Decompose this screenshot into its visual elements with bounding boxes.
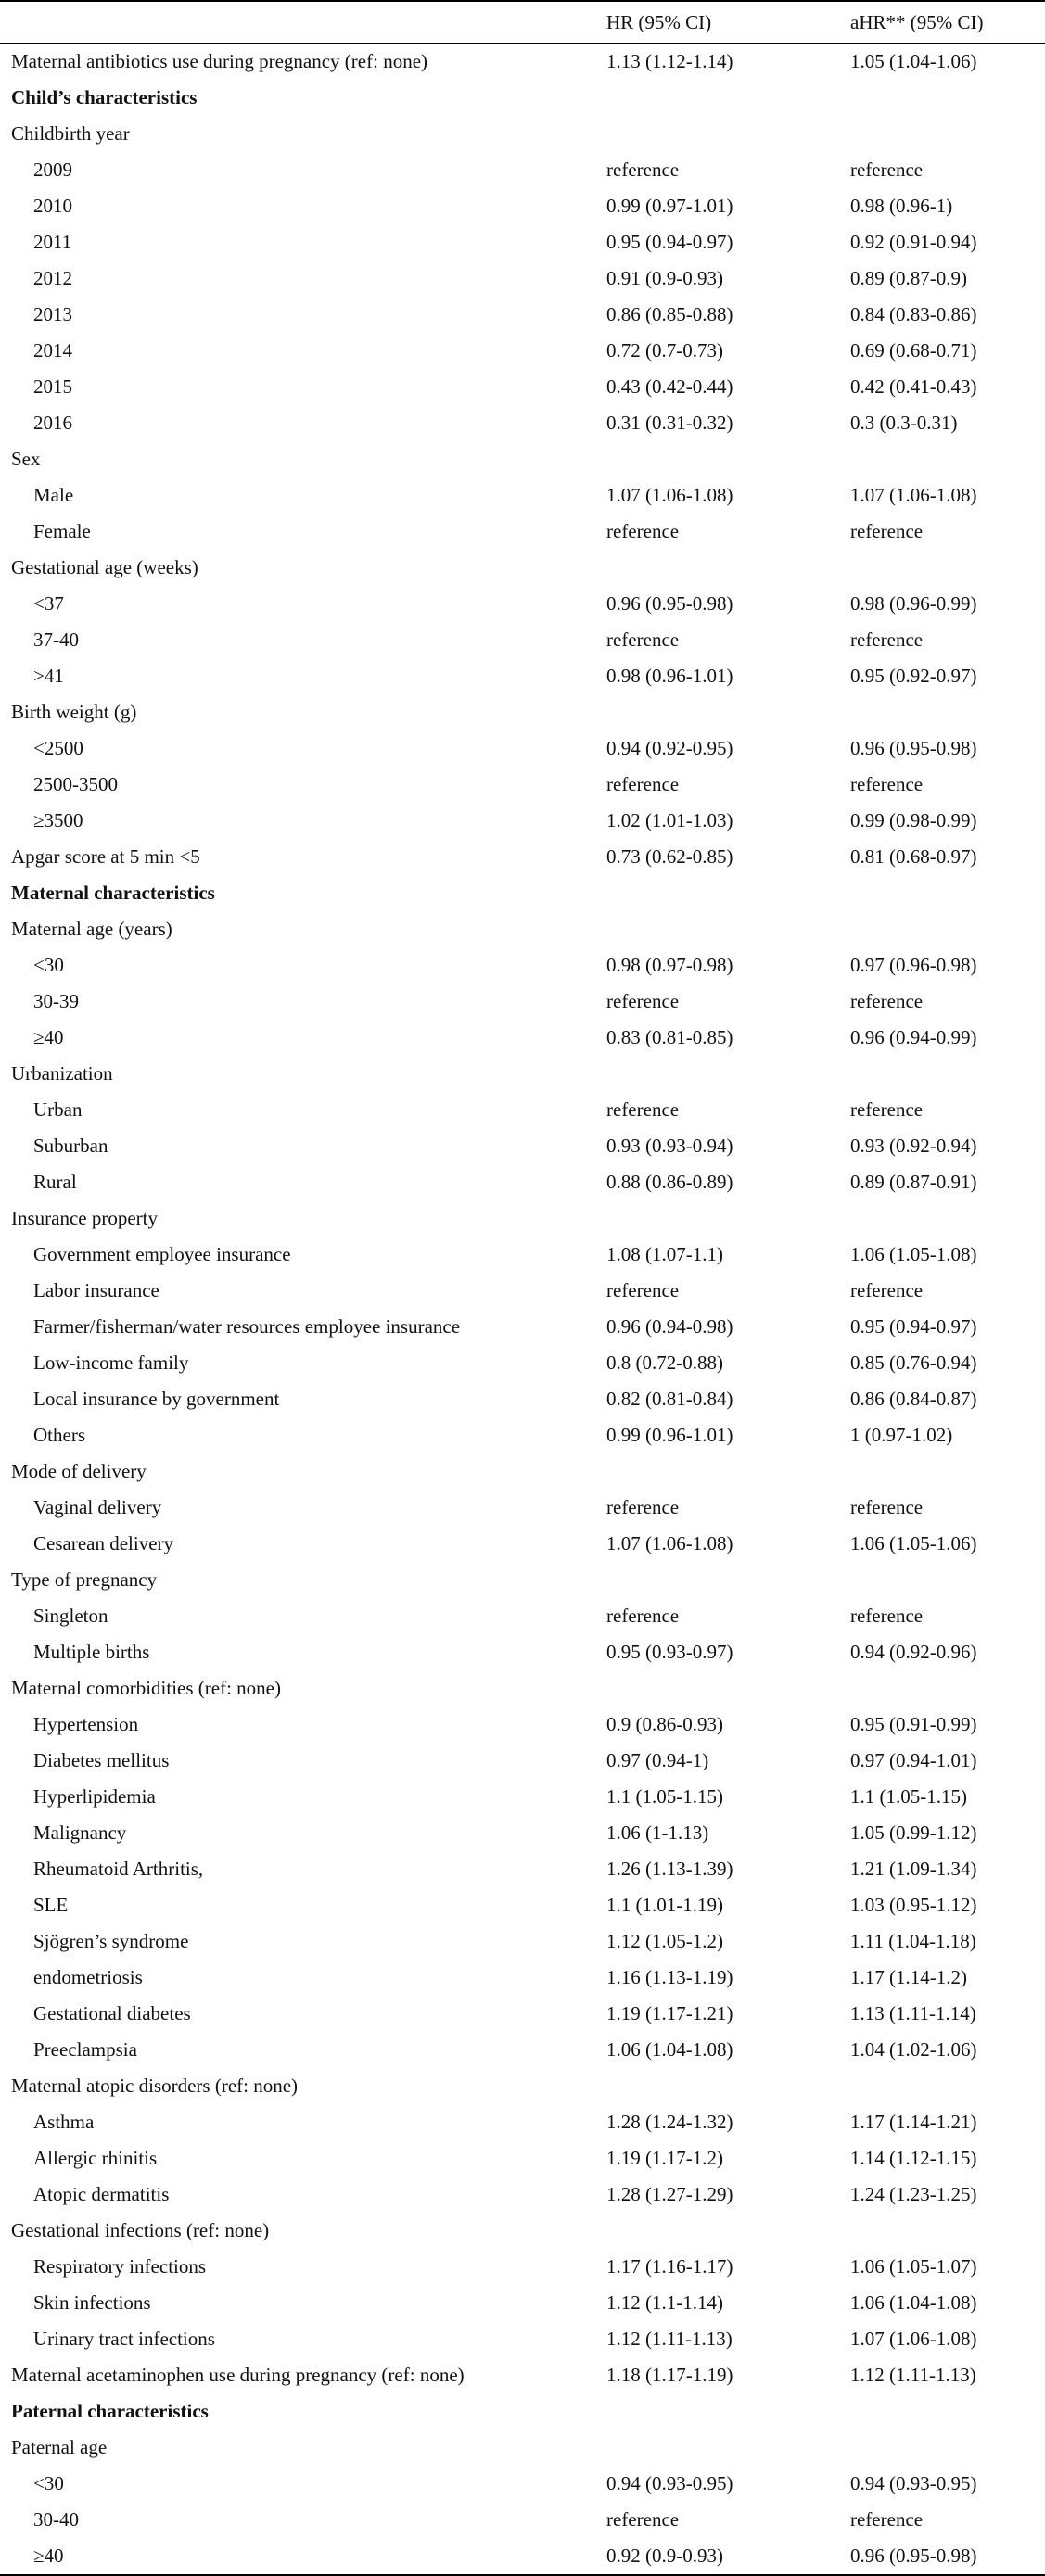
table-row <box>0 1453 1045 1490</box>
table-row <box>0 622 1045 658</box>
hr-value: 1.18 (1.17-1.19) <box>606 2364 733 2386</box>
ahr-value: 0.95 (0.94-0.97) <box>850 1315 977 1338</box>
table-row <box>0 2321 1045 2357</box>
table-row <box>0 1273 1045 1309</box>
row-label: Low-income family <box>33 1351 189 1374</box>
row-label: Birth weight (g) <box>11 701 137 723</box>
ahr-value: 1.11 (1.04-1.18) <box>850 1930 976 1952</box>
ahr-value: 0.94 (0.92-0.96) <box>850 1641 977 1663</box>
ahr-value: 1.17 (1.14-1.2) <box>850 1966 967 1988</box>
row-label: Mode of delivery <box>11 1460 147 1482</box>
row-label: Type of pregnancy <box>11 1568 158 1591</box>
ahr-value: reference <box>850 2508 924 2531</box>
row-label: Local insurance by government <box>33 1388 280 1410</box>
ahr-value: 1.06 (1.05-1.08) <box>850 1243 977 1265</box>
table-row <box>0 369 1045 405</box>
table-row <box>0 1237 1045 1273</box>
table-row <box>0 550 1045 586</box>
table-row <box>0 224 1045 260</box>
hr-value: 0.94 (0.92-0.95) <box>606 737 733 759</box>
row-label: 2013 <box>33 303 72 325</box>
row-label: <2500 <box>33 737 83 759</box>
ahr-value <box>845 550 1045 586</box>
row-label: Hypertension <box>33 1713 139 1735</box>
table-row <box>0 152 1045 188</box>
table-row <box>0 983 1045 1020</box>
table-row <box>0 405 1045 441</box>
ahr-value: reference <box>850 520 924 542</box>
hr-value <box>601 1056 845 1092</box>
row-label: Sjögren’s syndrome <box>33 1930 189 1952</box>
ahr-value: reference <box>850 1496 924 1518</box>
hr-value: reference <box>606 628 680 651</box>
hr-value: 0.8 (0.72-0.88) <box>606 1351 723 1374</box>
table-row <box>0 2285 1045 2321</box>
row-label: Insurance property <box>11 1207 159 1229</box>
hr-value: 1.28 (1.24-1.32) <box>606 2111 733 2133</box>
table-row <box>0 80 1045 116</box>
row-label: Farmer/fisherman/water resources employee insurance <box>33 1315 461 1338</box>
row-label: Apgar score at 5 min <5 <box>11 845 200 868</box>
row-label: Government employee insurance <box>33 1243 291 1265</box>
ahr-value: reference <box>850 773 924 795</box>
ahr-value: 0.96 (0.94-0.99) <box>850 1026 977 1048</box>
row-label: SLE <box>33 1894 69 1916</box>
ahr-value: 1 (0.97-1.02) <box>850 1424 953 1446</box>
hr-value: 0.98 (0.97-0.98) <box>606 954 733 976</box>
table-row <box>0 1670 1045 1707</box>
table-row <box>0 1815 1045 1851</box>
row-label: Multiple births <box>33 1641 150 1663</box>
hr-value: 0.93 (0.93-0.94) <box>606 1135 733 1157</box>
table-row <box>0 297 1045 333</box>
ahr-value: 1.06 (1.04-1.08) <box>850 2291 977 2314</box>
table-row <box>0 911 1045 947</box>
row-label: Labor insurance <box>33 1279 159 1301</box>
hr-value: 0.95 (0.93-0.97) <box>606 1641 733 1663</box>
ahr-value: 1.14 (1.12-1.15) <box>850 2147 977 2169</box>
section-heading: Child’s characteristics <box>11 86 198 108</box>
row-label: 2011 <box>33 231 72 253</box>
hr-value: 0.98 (0.96-1.01) <box>606 665 733 687</box>
row-label: 2015 <box>33 375 72 398</box>
hr-value: 1.06 (1.04-1.08) <box>606 2038 733 2061</box>
row-label: 2014 <box>33 339 72 362</box>
row-label: Others <box>33 1424 85 1446</box>
ahr-value <box>845 80 1045 116</box>
hr-value: 0.99 (0.97-1.01) <box>606 195 733 217</box>
ahr-value: 1.1 (1.05-1.15) <box>850 1785 967 1808</box>
table-row <box>0 1707 1045 1743</box>
ahr-value <box>845 2430 1045 2466</box>
ahr-value: 0.42 (0.41-0.43) <box>850 375 977 398</box>
hr-value: reference <box>606 2508 680 2531</box>
row-label: Gestational age (weeks) <box>11 556 198 578</box>
hr-value: 0.96 (0.94-0.98) <box>606 1315 733 1338</box>
row-label: ≥3500 <box>33 809 83 831</box>
ahr-value: 0.89 (0.87-0.9) <box>850 267 967 289</box>
header-hr: HR (95% CI) <box>601 1 845 44</box>
row-label: Maternal acetaminophen use during pregnancy (ref: none) <box>11 2364 465 2386</box>
ahr-value: 1.24 (1.23-1.25) <box>850 2183 977 2205</box>
ahr-value: 1.13 (1.11-1.14) <box>850 2002 976 2024</box>
ahr-value: 0.97 (0.96-0.98) <box>850 954 977 976</box>
hr-value: 0.86 (0.85-0.88) <box>606 303 733 325</box>
hr-value <box>601 2068 845 2104</box>
hr-value <box>601 875 845 911</box>
hr-value: 0.99 (0.96-1.01) <box>606 1424 733 1446</box>
ahr-value: 1.06 (1.05-1.06) <box>850 1532 977 1554</box>
row-label: 37-40 <box>33 628 79 651</box>
table-row <box>0 2466 1045 2502</box>
hr-value <box>601 550 845 586</box>
table-row <box>0 44 1045 81</box>
row-label: Respiratory infections <box>33 2255 207 2278</box>
section-heading: Paternal characteristics <box>11 2400 209 2422</box>
hr-value: 0.94 (0.93-0.95) <box>606 2472 733 2494</box>
hr-value: 0.82 (0.81-0.84) <box>606 1388 733 1410</box>
table-row <box>0 730 1045 767</box>
hr-value: 1.13 (1.12-1.14) <box>606 50 733 72</box>
table-row <box>0 694 1045 730</box>
row-label: Paternal age <box>11 2436 108 2458</box>
table-row <box>0 2104 1045 2140</box>
table-row <box>0 1598 1045 1634</box>
ahr-value <box>845 1200 1045 1237</box>
ahr-value: 0.84 (0.83-0.86) <box>850 303 977 325</box>
table-row <box>0 116 1045 152</box>
row-label: Maternal antibiotics use during pregnancy (ref: none) <box>11 50 428 72</box>
row-label: Malignancy <box>33 1821 127 1844</box>
hr-value: 0.92 (0.9-0.93) <box>601 2538 845 2575</box>
hr-value: 1.17 (1.16-1.17) <box>606 2255 733 2278</box>
row-label: ≥40 <box>33 1026 64 1048</box>
table-row <box>0 875 1045 911</box>
table-row <box>0 1562 1045 1598</box>
table-row <box>0 1743 1045 1779</box>
ahr-value <box>845 2068 1045 2104</box>
ahr-value: 1.06 (1.05-1.07) <box>850 2255 977 2278</box>
hr-value: 1.16 (1.13-1.19) <box>606 1966 733 1988</box>
row-label: Male <box>33 484 74 506</box>
ahr-value: 0.81 (0.68-0.97) <box>850 845 977 868</box>
table-row <box>0 1887 1045 1923</box>
hr-value: 0.91 (0.9-0.93) <box>606 267 723 289</box>
row-label: Gestational diabetes <box>33 2002 191 2024</box>
table-row <box>0 1923 1045 1960</box>
row-label: Vaginal delivery <box>33 1496 162 1518</box>
ahr-value: 1.05 (0.99-1.12) <box>850 1821 977 1844</box>
header-variable <box>0 1 601 44</box>
hr-value: 1.02 (1.01-1.03) <box>606 809 733 831</box>
row-label: <30 <box>33 954 64 976</box>
ahr-value: 0.96 (0.95-0.98) <box>850 737 977 759</box>
hr-value <box>601 2213 845 2249</box>
ahr-value: 0.98 (0.96-0.99) <box>850 592 977 615</box>
hr-value: 0.43 (0.42-0.44) <box>606 375 733 398</box>
hr-value <box>601 116 845 152</box>
hr-value: 1.19 (1.17-1.2) <box>606 2147 723 2169</box>
ahr-value: reference <box>850 1098 924 1121</box>
hr-value: 0.96 (0.95-0.98) <box>606 592 733 615</box>
table-row <box>0 188 1045 224</box>
table-row <box>0 2430 1045 2466</box>
table-row <box>0 333 1045 369</box>
table-row <box>0 2140 1045 2176</box>
table-row <box>0 441 1045 477</box>
row-label: Singleton <box>33 1605 108 1627</box>
header-ahr: aHR** (95% CI) <box>845 1 1045 44</box>
hr-value: 0.97 (0.94-1) <box>606 1749 709 1771</box>
hr-value <box>601 1453 845 1490</box>
ahr-value <box>845 2213 1045 2249</box>
ahr-value: reference <box>850 1279 924 1301</box>
table-row <box>0 2357 1045 2393</box>
row-label: <30 <box>33 2472 64 2494</box>
table-row <box>0 2249 1045 2285</box>
ahr-value <box>845 911 1045 947</box>
hr-value <box>601 441 845 477</box>
hr-value: 0.31 (0.31-0.32) <box>606 412 733 434</box>
ahr-value: 0.86 (0.84-0.87) <box>850 1388 977 1410</box>
table-row <box>0 803 1045 839</box>
ahr-value: 0.96 (0.95-0.98) <box>845 2538 1045 2575</box>
row-label: <37 <box>33 592 64 615</box>
ahr-value: reference <box>850 628 924 651</box>
table-row <box>0 1851 1045 1887</box>
ahr-value: 0.89 (0.87-0.91) <box>850 1171 977 1193</box>
row-label: Maternal comorbidities (ref: none) <box>11 1677 281 1699</box>
ahr-value: 1.07 (1.06-1.08) <box>850 2328 977 2350</box>
hr-value <box>601 1562 845 1598</box>
row-label: 2010 <box>33 195 72 217</box>
table-row <box>0 1164 1045 1200</box>
hr-value: reference <box>606 1605 680 1627</box>
table-row <box>0 1960 1045 1996</box>
table-row <box>0 477 1045 514</box>
hr-value <box>601 1200 845 1237</box>
row-label: Urbanization <box>11 1062 113 1085</box>
row-label: Allergic rhinitis <box>33 2147 158 2169</box>
row-label: ≥40 <box>0 2538 601 2575</box>
row-label: Atopic dermatitis <box>33 2183 170 2205</box>
hr-value <box>601 911 845 947</box>
ahr-value: reference <box>850 990 924 1012</box>
hr-value: reference <box>606 1098 680 1121</box>
hr-value: 0.95 (0.94-0.97) <box>606 231 733 253</box>
ahr-value: 0.94 (0.93-0.95) <box>850 2472 977 2494</box>
ahr-value: 0.3 (0.3-0.31) <box>850 412 958 434</box>
table-row <box>0 1345 1045 1381</box>
hr-value: reference <box>606 1496 680 1518</box>
table-row <box>0 1309 1045 1345</box>
row-label: 2500-3500 <box>33 773 118 795</box>
ahr-value: 1.05 (1.04-1.06) <box>850 50 977 72</box>
ahr-value: 0.95 (0.91-0.99) <box>850 1713 977 1735</box>
header-row <box>0 1 1045 44</box>
hr-value: 0.88 (0.86-0.89) <box>606 1171 733 1193</box>
ahr-value <box>845 694 1045 730</box>
table-row <box>0 1490 1045 1526</box>
table-row <box>0 1200 1045 1237</box>
ahr-value: 0.95 (0.92-0.97) <box>850 665 977 687</box>
hr-value: 1.1 (1.01-1.19) <box>606 1894 723 1916</box>
table-row <box>0 260 1045 297</box>
ahr-value <box>845 1670 1045 1707</box>
table-row <box>0 947 1045 983</box>
hr-value <box>601 1670 845 1707</box>
ahr-value <box>845 2393 1045 2430</box>
table-row <box>0 1417 1045 1453</box>
table-row <box>0 767 1045 803</box>
row-label: Maternal atopic disorders (ref: none) <box>11 2075 299 2097</box>
hr-value: 1.28 (1.27-1.29) <box>606 2183 733 2205</box>
table-row <box>0 1056 1045 1092</box>
table-row <box>0 1128 1045 1164</box>
table-header <box>0 1 1045 44</box>
row-label: Maternal age (years) <box>11 918 172 940</box>
ahr-value: 0.69 (0.68-0.71) <box>850 339 977 362</box>
ahr-value: 1.03 (0.95-1.12) <box>850 1894 977 1916</box>
row-label: Asthma <box>33 2111 95 2133</box>
table-row <box>0 1526 1045 1562</box>
table-row <box>0 839 1045 875</box>
ahr-value <box>845 1562 1045 1598</box>
hr-value: 0.73 (0.62-0.85) <box>606 845 733 868</box>
table-row <box>0 1020 1045 1056</box>
row-label: Female <box>33 520 91 542</box>
ahr-value: 0.98 (0.96-1) <box>850 195 953 217</box>
ahr-value <box>845 875 1045 911</box>
ahr-value: 0.85 (0.76-0.94) <box>850 1351 977 1374</box>
ahr-value <box>845 441 1045 477</box>
table-row <box>0 2068 1045 2104</box>
hr-value: 1.06 (1-1.13) <box>606 1821 709 1844</box>
row-label: Gestational infections (ref: none) <box>11 2219 270 2241</box>
ahr-value: 0.92 (0.91-0.94) <box>850 231 977 253</box>
row-label: Preeclampsia <box>33 2038 137 2061</box>
hr-value: reference <box>606 1279 680 1301</box>
hr-value: 1.07 (1.06-1.08) <box>606 484 733 506</box>
table-row <box>0 1381 1045 1417</box>
table-row <box>0 2032 1045 2068</box>
hr-value: reference <box>606 159 680 181</box>
table-body <box>0 44 1045 2576</box>
row-label: Rheumatoid Arthritis, <box>33 1858 204 1880</box>
ahr-value <box>845 1453 1045 1490</box>
hr-value: 0.83 (0.81-0.85) <box>606 1026 733 1048</box>
row-label: Skin infections <box>33 2291 151 2314</box>
hr-value: 1.08 (1.07-1.1) <box>606 1243 723 1265</box>
hr-value: reference <box>606 990 680 1012</box>
row-label: Hyperlipidemia <box>33 1785 156 1808</box>
ahr-value: 1.17 (1.14-1.21) <box>850 2111 977 2133</box>
ahr-value: reference <box>850 1605 924 1627</box>
table-row <box>0 1634 1045 1670</box>
table-row <box>0 2538 1045 2575</box>
row-label: 2012 <box>33 267 72 289</box>
hr-value: 1.1 (1.05-1.15) <box>606 1785 723 1808</box>
hr-value <box>601 694 845 730</box>
row-label: 30-39 <box>33 990 79 1012</box>
table-row <box>0 2213 1045 2249</box>
row-label: 2016 <box>33 412 72 434</box>
ahr-value <box>845 116 1045 152</box>
ahr-value: reference <box>850 159 924 181</box>
ahr-value: 1.12 (1.11-1.13) <box>850 2364 976 2386</box>
hr-value <box>601 2430 845 2466</box>
row-label: 2009 <box>33 159 72 181</box>
table-row <box>0 658 1045 694</box>
row-label: endometriosis <box>33 1966 143 1988</box>
row-label: Childbirth year <box>11 122 130 145</box>
row-label: Rural <box>33 1171 77 1193</box>
hr-value: 1.12 (1.05-1.2) <box>606 1930 723 1952</box>
ahr-value: 1.04 (1.02-1.06) <box>850 2038 977 2061</box>
table-row <box>0 514 1045 550</box>
hr-value: reference <box>606 520 680 542</box>
row-label: Diabetes mellitus <box>33 1749 170 1771</box>
hr-value: 1.12 (1.11-1.13) <box>606 2328 733 2350</box>
hr-value <box>601 80 845 116</box>
hr-value: 1.26 (1.13-1.39) <box>606 1858 733 1880</box>
hr-value: 0.9 (0.86-0.93) <box>606 1713 723 1735</box>
row-label: Urinary tract infections <box>33 2328 215 2350</box>
row-label: >41 <box>33 665 64 687</box>
row-label: Urban <box>33 1098 83 1121</box>
ahr-value: 0.99 (0.98-0.99) <box>850 809 977 831</box>
hr-value: reference <box>606 773 680 795</box>
row-label: Suburban <box>33 1135 108 1157</box>
table-row <box>0 2502 1045 2538</box>
hr-value: 1.12 (1.1-1.14) <box>606 2291 723 2314</box>
ahr-value <box>845 1056 1045 1092</box>
table-row <box>0 1779 1045 1815</box>
hr-value: 1.07 (1.06-1.08) <box>606 1532 733 1554</box>
ahr-value: 0.97 (0.94-1.01) <box>850 1749 977 1771</box>
table-row <box>0 2393 1045 2430</box>
hr-value: 1.19 (1.17-1.21) <box>606 2002 733 2024</box>
table-row <box>0 586 1045 622</box>
ahr-value: 0.93 (0.92-0.94) <box>850 1135 977 1157</box>
ahr-value: 1.21 (1.09-1.34) <box>850 1858 977 1880</box>
row-label: Cesarean delivery <box>33 1532 174 1554</box>
row-label: 30-40 <box>33 2508 79 2531</box>
row-label: Sex <box>11 448 41 470</box>
hr-value: 0.72 (0.7-0.73) <box>606 339 723 362</box>
hr-value <box>601 2393 845 2430</box>
ahr-value: 1.07 (1.06-1.08) <box>850 484 977 506</box>
table-row <box>0 2176 1045 2213</box>
section-heading: Maternal characteristics <box>11 882 215 904</box>
table-row <box>0 1092 1045 1128</box>
table-row <box>0 1996 1045 2032</box>
